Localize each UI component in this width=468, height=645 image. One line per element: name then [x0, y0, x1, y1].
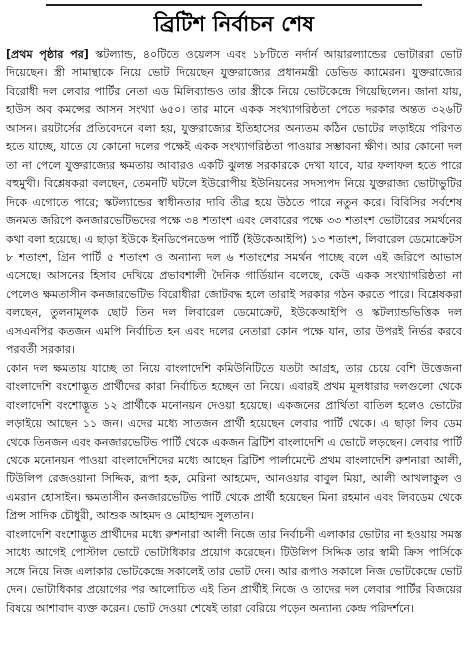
article-body [6, 46, 462, 618]
article-paragraph [6, 46, 462, 360]
continuation-label: [প্রথম পৃষ্ঠার পর] [6, 48, 89, 61]
headline: ব্রিটিশ নির্বাচন শেষ [153, 12, 315, 36]
article-paragraph [6, 526, 462, 618]
paragraph-text: বাংলাদেশি বংশোদ্ভূত প্রার্থীদের মধ্যে রুশনারা আলী নিজে তার নির্বাচনী এলাকার ভোটার না হওয়ায় সমস্ত সাধ্যে আগেই পোস্টাল ভোটে ভোটাধিকার প্রয়োগ করেছেন। টিউলিপ সিদ্দিক তার স্বামী ক্রিস পার্সিকে সঙ্গে নিয়ে নিজ এলাকার ভোটকেন্দ্রে সকালেই তার ভোট দেন। আর রূপাও সকালে নিজ ভোটকেন্দ্রে ভোট দেন। ভোটাধিকার প্রয়োগের পর আলোচিত এই তিন প্রার্থীই নিজে ও তাদের দল লেবার পার্টির বিজয়ের বিষয়ে আশাবাদ ব্যক্ত করেন। ভোট দেওয়া শেষেই তারা বেরিয়ে পড়েন অন্যান্য কেন্দ্র পরিদর্শনে। [6, 527, 462, 615]
paragraph-text: কোন দল ক্ষমতায় যাচ্ছে তা নিয়ে বাংলাদেশি কমিউনিটিতে যতটা আগ্রহ, তার চেয়ে বেশি উত্তেজনা বাংলাদেশি বংশোদ্ভূত প্রার্থীদের কারা নির্বাচিত হচ্ছেন তা নিয়ে। এবারই প্রথম মূলধারার দলগুলো থেকে বাংলাদেশি বংশোদ্ভূত ১২ প্রার্থীকে মনোনয়ন দেওয়া হয়েছে। একজনের প্রার্থিতা বাতিল হলেও ভোটের লড়াইয়ে আছেন ১১ জন। এদের মধ্যে সাতজন প্রার্থী হয়েছেন লেবার পার্টি থেকে। এ ছাড়া লিব ডেম থেকে তিনজন এবং কনজারভেটিভ পার্টি থেকে একজন ব্রিটিশ বাংলাদেশি এ ভোটে লড়ছেন। লেবার পার্টি থেকে মনোনয়ন পাওয়া বাংলাদেশিদের মধ্যে আছেন ব্রিটিশ পার্লামেন্টে প্রথম বাংলাদেশি রুশনারা আলী, টিউলিপ রেজওয়ানা সিদ্দিক, রূপা হক, মেরিনা আহমেদ, আনওয়ার বাবুল মিয়া, আলী আখলাকুল ও এমরান হোসাইন। ক্ষমতাসীন কনজারভেটিভ পার্টি থেকে প্রার্থী হয়েছেন মিনা রহমান এবং লিবডেম থেকে প্রিন্স সাদিক চৌধুরী, আশুক আহমদ ও মোহাম্মদ সুলতান। [6, 361, 462, 523]
article-paragraph [6, 360, 462, 526]
paragraph-text: স্কটল্যান্ড, ৪০টিতে ওয়েলস এবং ১৮টিতে নর্দার্ন আয়ারল্যান্ডের ভোটাররা ভোট দিয়েছেন। স্ত্রী সামান্থাকে নিয়ে ভোট দিয়েছেন যুক্তরাজ্যের প্রধানমন্ত্রী ডেভিড ক্যামেরন। যুক্তরাজ্যের বিরোধী দল লেবার পার্টির নেতা এড মিলিব্যান্ডও তার স্ত্রীকে নিয়ে ভোটকেন্দ্রে গিয়েছিলেন। জানা যায়, হাউস অব কমন্সের আসন সংখ্যা ৬৫০। তার মানে একক সংখ্যাগরিষ্ঠতা পেতে দরকার অন্তত ৩২৬টি আসন। রয়টার্সের প্রতিবেদনে বলা হয়, যুক্তরাজ্যের ইতিহাসের অন্যতম কঠিন ভোটের লড়াইয়ে পরিণত হতে যাচ্ছে, যাতে যে কোনো দলের পক্ষেই একক সংখ্যাগরিষ্ঠতা পাওয়ার সম্ভাবনা ক্ষীণ। আর কোনো দল তা না পেলে যুক্তরাজ্যের ক্ষমতায় আবারও একটি ঝুলন্ত সরকারকে দেখা যাবে, যার ফলাফল হতে পারে বহুমুখী। বিশ্লেষকরা বলছেন, তেমনটি ঘটলে ইউরোপীয় ইউনিয়নের সদস্যপদ নিয়ে যুক্তরাজ্য ভোটাভুটির দিকে এগোতে পারে; স্কটল্যান্ডের স্বাধীনতার দাবি তীব্র হয়ে উঠতে পারে নতুন করে। বিবিসির সর্বশেষ জনমত জরিপে কনজারভেটিভদের পক্ষে ৩৪ শতাংশ এবং লেবারের পক্ষে ৩৩ শতাংশ ভোটারের সমর্থনের কথা বলা হয়েছে। এ ছাড়া ইউকে ইনডিপেনডেন্স পার্টি (ইউকেআইপি) ১৩ শতাংশ, লিবারেল ডেমোক্রেটস ৮ শতাংশ, গ্রিন পার্টি ৫ শতাংশ ও অন্যান্য দল ৬ শতাংশের সমর্থন পাচ্ছে বলে এই জরিপে আভাস এসেছে। আসনের হিসাব দেখিয়ে প্রভাবশালী দৈনিক গার্ডিয়ান বলেছে, কেউ একক সংখ্যাগরিষ্ঠতা না পেলেও ক্ষমতাসীন কনজারভেটিভ বিরোধীরা জোটবদ্ধ হলে তারাই সরকার গঠন করতে পারে। বিশ্লেষকরা বলছেন, তুলনামূলক ছোট তিন দল লিবারেল ডেমোক্রেট, ইউকেআইপি ও স্কটল্যান্ডভিত্তিক দল এসএনপির কতজন এমপি নির্বাচিত হন এবং দলের নেতারা কোন পক্ষে যান, তার উপরই নির্ভর করবে পরবর্তী সরকার। [6, 48, 462, 357]
headline-rule [46, 4, 422, 6]
